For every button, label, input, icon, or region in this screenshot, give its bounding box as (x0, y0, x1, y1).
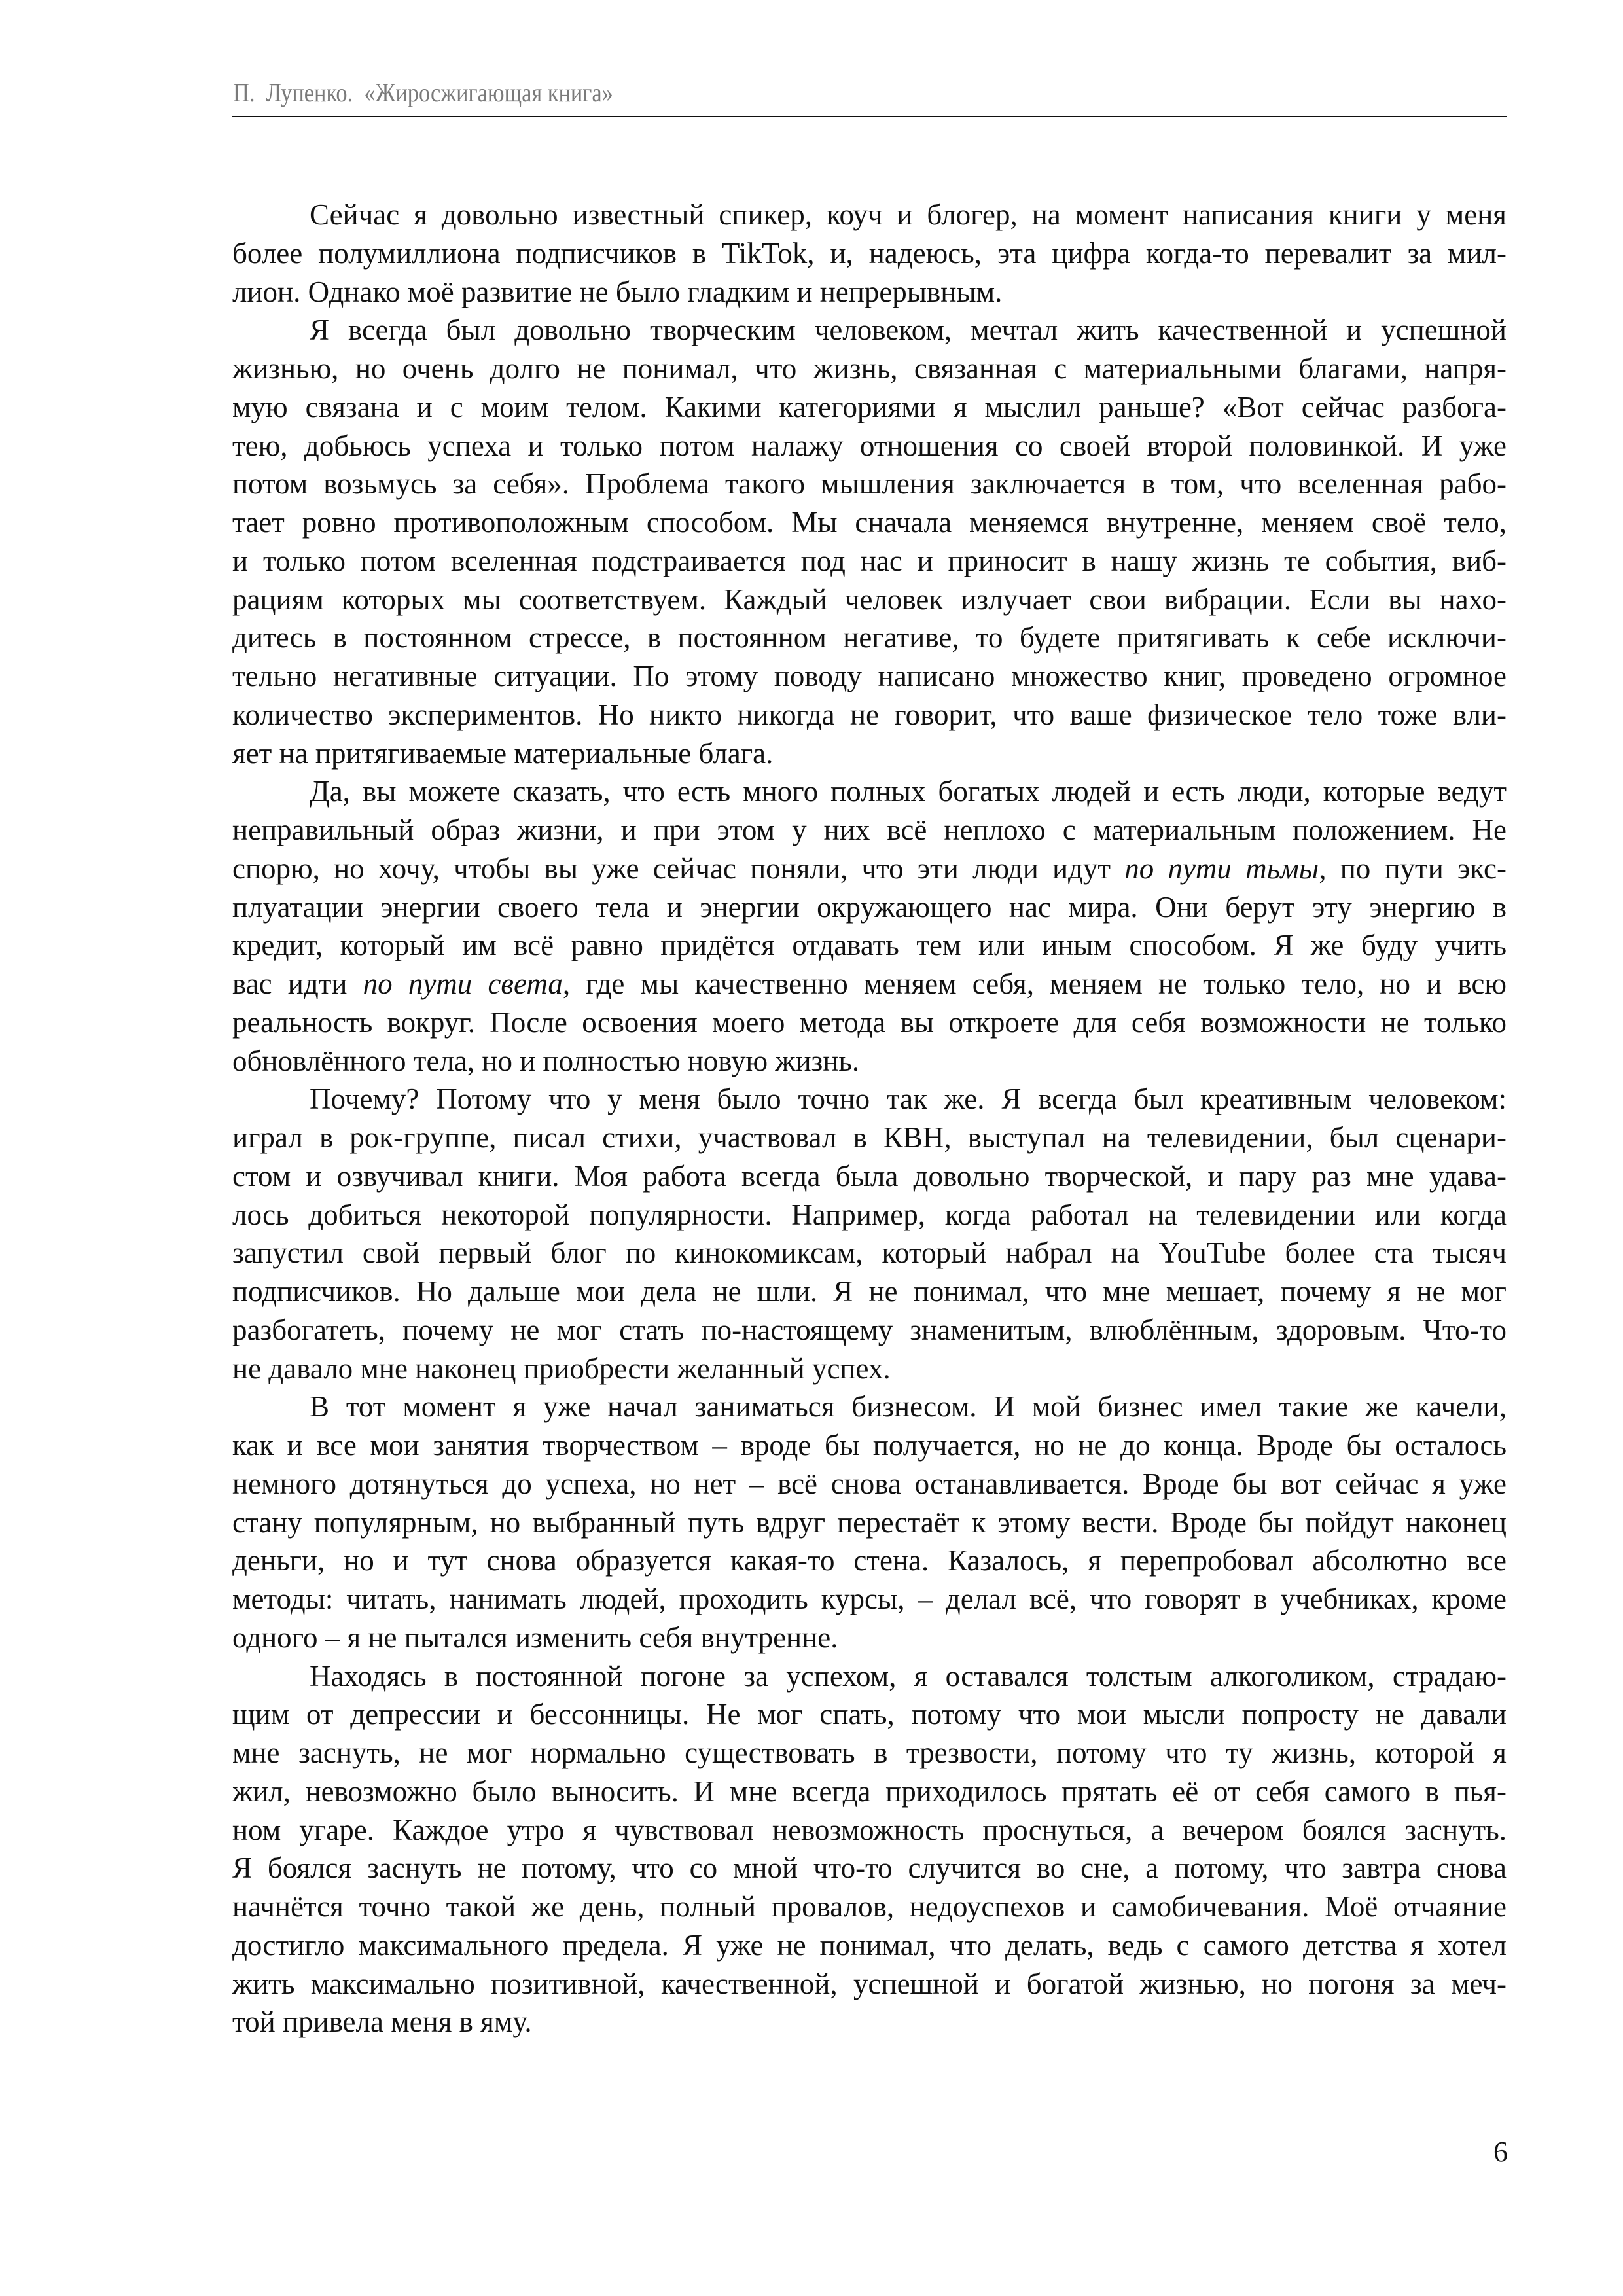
text-line: Почему? Потому что у меня было точно так же. Я всегда был креативным человеком: (310, 1083, 1507, 1116)
text-line: спорю, но хочу, чтобы вы уже сейчас поняли, что эти люди идут по пути тьмы, по пути экс- (232, 852, 1507, 885)
text-line: как и все мои занятия творчеством – вроде бы получается, но не до конца. Вроде бы осталось (232, 1429, 1507, 1462)
text-line: вас идти по пути света, где мы качественно меняем себя, меняем не только тело, но и всю (232, 967, 1507, 1000)
running-header-title: П. Лупенко. «Жиросжигающая книга» (233, 78, 613, 107)
text-line: неправильный образ жизни, и при этом у них всё неплохо с материальным положением. Не (232, 814, 1507, 846)
text-line: Находясь в постоянной погоне за успехом, я оставался толстым алкоголиком, страдаю- (310, 1659, 1507, 1693)
text-line: тельно негативные ситуации. По этому поводу написано множество книг, проведено огромное (232, 660, 1507, 692)
text-line: рациям которых мы соответствуем. Каждый человек излучает свои вибрации. Если вы нахо- (232, 583, 1507, 616)
text-line: Я боялся заснуть не потому, что со мной что-то случится во сне, а потому, что завтра снова (232, 1852, 1507, 1885)
italic-emphasis: по пути света (363, 967, 563, 1000)
paragraph (232, 1080, 1507, 1388)
text-line: кредит, который им всё равно придётся отдавать тем или иным способом. Я же буду учить (232, 929, 1507, 962)
text-line: и только потом вселенная подстраивается под нас и приносит в нашу жизнь те события, виб- (232, 544, 1507, 577)
text-line: лось добиться некоторой популярности. Например, когда работал на телевидении или когда (232, 1198, 1507, 1231)
text-line: стом и озвучивал книги. Моя работа всегда была довольно творческой, и пару раз мне удава- (232, 1159, 1507, 1193)
text-line: деньги, но и тут снова образуется какая-то стена. Казалось, я перепробовал абсолютно все (232, 1544, 1507, 1577)
text-line: ном угаре. Каждое утро я чувствовал невозможность проснуться, а вечером боялся заснуть. (232, 1813, 1507, 1846)
paragraph (232, 311, 1507, 772)
text-line: достигло максимального предела. Я уже не понимал, что делать, ведь с самого детства я хотел (232, 1928, 1507, 1962)
paragraph (232, 1388, 1507, 1657)
text-line: яет на притягиваемые материальные блага. (232, 736, 774, 770)
text-line: начнётся точно такой же день, полный провалов, недоуспехов и самобичевания. Моё отчаяние (232, 1890, 1507, 1923)
text-line: той привела меня в яму. (232, 2005, 532, 2039)
text-line: дитесь в постоянном стрессе, в постоянном негативе, то будете притягивать к себе исключи- (232, 621, 1507, 655)
text-line: более полумиллиона подписчиков в TikTok, и, надеюсь, эта цифра когда-то перевалит за мил- (232, 236, 1507, 270)
text-line: подписчиков. Но дальше мои дела не шли. Я не понимал, что мне мешает, почему я не мог (232, 1275, 1507, 1308)
text-line: не давало мне наконец приобрести желанный успех. (232, 1352, 891, 1385)
page-number: 6 (1493, 2136, 1508, 2168)
text-line: стану популярным, но выбранный путь вдруг перестаёт к этому вести. Вроде бы пойдут наконец (232, 1505, 1507, 1539)
italic-emphasis: по пути тьмы (1124, 852, 1319, 885)
text-line: жить максимально позитивной, качественной, успешной и богатой жизнью, но погоня за меч- (232, 1967, 1507, 2000)
text-line: немного дотянуться до успеха, но нет – всё снова останавливается. Вроде бы вот сейчас я уже (232, 1467, 1507, 1500)
text-line: обновлённого тела, но и полностью новую жизнь. (232, 1044, 860, 1077)
text-line: жизнью, но очень долго не понимал, что жизнь, связанная с материальными благами, напря- (232, 352, 1507, 385)
text-line: Я всегда был довольно творческим человеком, мечтал жить качественной и успешной (310, 314, 1507, 347)
text-line: жил, невозможно было выносить. И мне всегда приходилось прятать её от себя самого в пья- (232, 1774, 1507, 1808)
body-text (232, 196, 1507, 2041)
text-line: Сейчас я довольно известный спикер, коуч и блогер, на момент написания книги у меня (310, 198, 1507, 231)
text-line: лион. Однако моё развитие не было гладким и непрерывным. (232, 275, 1003, 308)
header-rule (232, 116, 1507, 117)
text-line: плуатации энергии своего тела и энергии окружающего нас мира. Они берут эту энергию в (232, 890, 1507, 924)
text-line: В тот момент я уже начал заниматься бизнесом. И мой бизнес имел такие же качели, (310, 1390, 1507, 1424)
text-line: мую связана и с моим телом. Какими категориями я мыслил раньше? «Вот сейчас разбога- (232, 390, 1507, 423)
text-line: потом возьмусь за себя». Проблема такого мышления заключается в том, что вселенная рабо- (232, 467, 1507, 501)
paragraph (232, 1657, 1507, 2042)
text-line: методы: читать, нанимать людей, проходить курсы, – делал всё, что говорят в учебниках, кроме (232, 1583, 1507, 1615)
text-line: играл в рок-группе, писал стихи, участвовал в КВН, выступал на телевидении, был сценари- (232, 1121, 1507, 1154)
text-line: Да, вы можете сказать, что есть много полных богатых людей и есть люди, которые ведут (310, 775, 1507, 808)
paragraph (232, 196, 1507, 311)
text-line: запустил свой первый блог по кинокомиксам, который набрал на YouTube более ста тысяч (232, 1236, 1507, 1270)
text-line: количество экспериментов. Но никто никогда не говорит, что ваше физическое тело тоже вли- (232, 698, 1507, 731)
text-line: реальность вокруг. После освоения моего метода вы откроете для себя возможности не только (232, 1005, 1507, 1039)
paragraph (232, 772, 1507, 1080)
text-line: мне заснуть, не мог нормально существовать в трезвости, потому что ту жизнь, которой я (232, 1736, 1507, 1769)
text-line: одного – я не пытался изменить себя внутренне. (232, 1621, 838, 1654)
text-line: тает ровно противоположным способом. Мы сначала меняемся внутренне, меняем своё тело, (232, 506, 1507, 539)
text-line: тею, добьюсь успеха и только потом налажу отношения со своей второй половинкой. И уже (232, 429, 1507, 462)
text-line: разбогатеть, почему не мог стать по-настоящему знаменитым, влюблённым, здоровым. Что-то (232, 1313, 1507, 1346)
text-line: щим от депрессии и бессонницы. Не мог спать, потому что мои мысли попросту не давали (232, 1698, 1507, 1731)
